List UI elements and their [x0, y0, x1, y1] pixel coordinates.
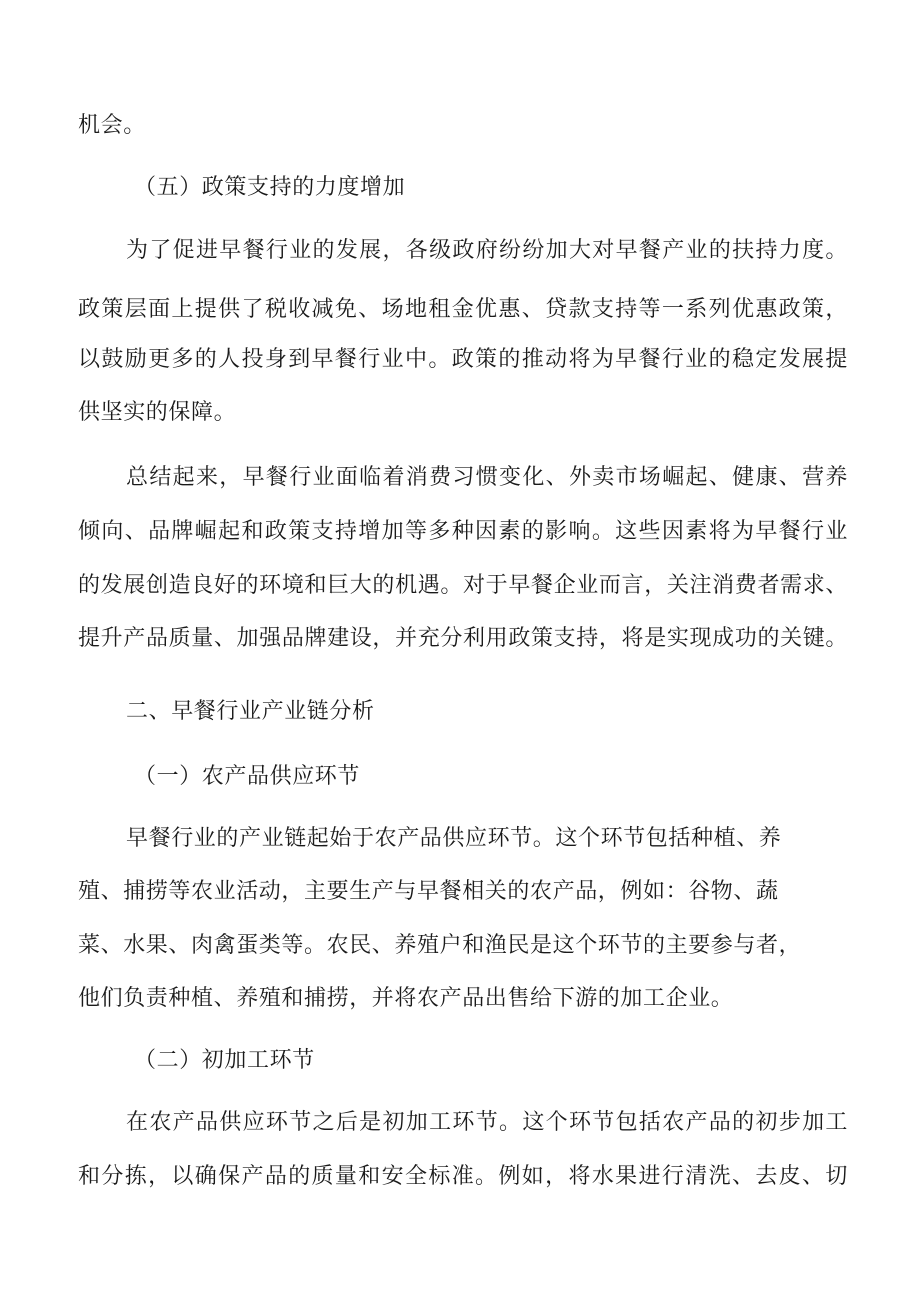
section-heading-1: （一）农产品供应环节 — [134, 764, 361, 789]
chapter-heading: 二、早餐行业产业链分析 — [126, 699, 375, 724]
section-heading-2: （二）初加工环节 — [134, 1048, 315, 1073]
paragraph-line: 他们负责种植、养殖和捕捞，并将农产品出售给下游的加工企业。 — [78, 986, 734, 1011]
paragraph-line: 殖、捕捞等农业活动，主要生产与早餐相关的农产品，例如：谷物、蔬 — [78, 879, 779, 904]
paragraph-line: 以鼓励更多的人投身到早餐行业中。政策的推动将为早餐行业的稳定发展提 — [78, 347, 848, 372]
paragraph-line: 供坚实的保障。 — [78, 400, 237, 425]
paragraph-line: 机会。 — [78, 113, 146, 138]
paragraph-line: 政策层面上提供了税收减免、场地租金优惠、贷款支持等一系列优惠政策， — [78, 297, 848, 322]
paragraph-line: 早餐行业的产业链起始于农产品供应环节。这个环节包括种植、养 — [126, 826, 782, 851]
paragraph-line: 和分拣，以确保产品的质量和安全标准。例如，将水果进行清洗、去皮、切 — [78, 1164, 848, 1189]
paragraph-line: 总结起来，早餐行业面临着消费习惯变化、外卖市场崛起、健康、营养 — [126, 465, 848, 490]
paragraph-line: 倾向、品牌崛起和政策支持增加等多种因素的影响。这些因素将为早餐行业 — [78, 519, 848, 544]
paragraph-line: 菜、水果、肉禽蛋类等。农民、养殖户和渔民是这个环节的主要参与者， — [78, 933, 802, 958]
paragraph-line: 提升产品质量、加强品牌建设，并充分利用政策支持，将是实现成功的关键。 — [78, 626, 848, 651]
paragraph-line: 为了促进早餐行业的发展，各级政府纷纷加大对早餐产业的扶持力度。 — [126, 238, 848, 263]
paragraph-line: 在农产品供应环节之后是初加工环节。这个环节包括农产品的初步加工 — [126, 1110, 848, 1135]
paragraph-line: 的发展创造良好的环境和巨大的机遇。对于早餐企业而言，关注消费者需求、 — [78, 573, 848, 598]
section-heading-5: （五）政策支持的力度增加 — [134, 175, 406, 200]
